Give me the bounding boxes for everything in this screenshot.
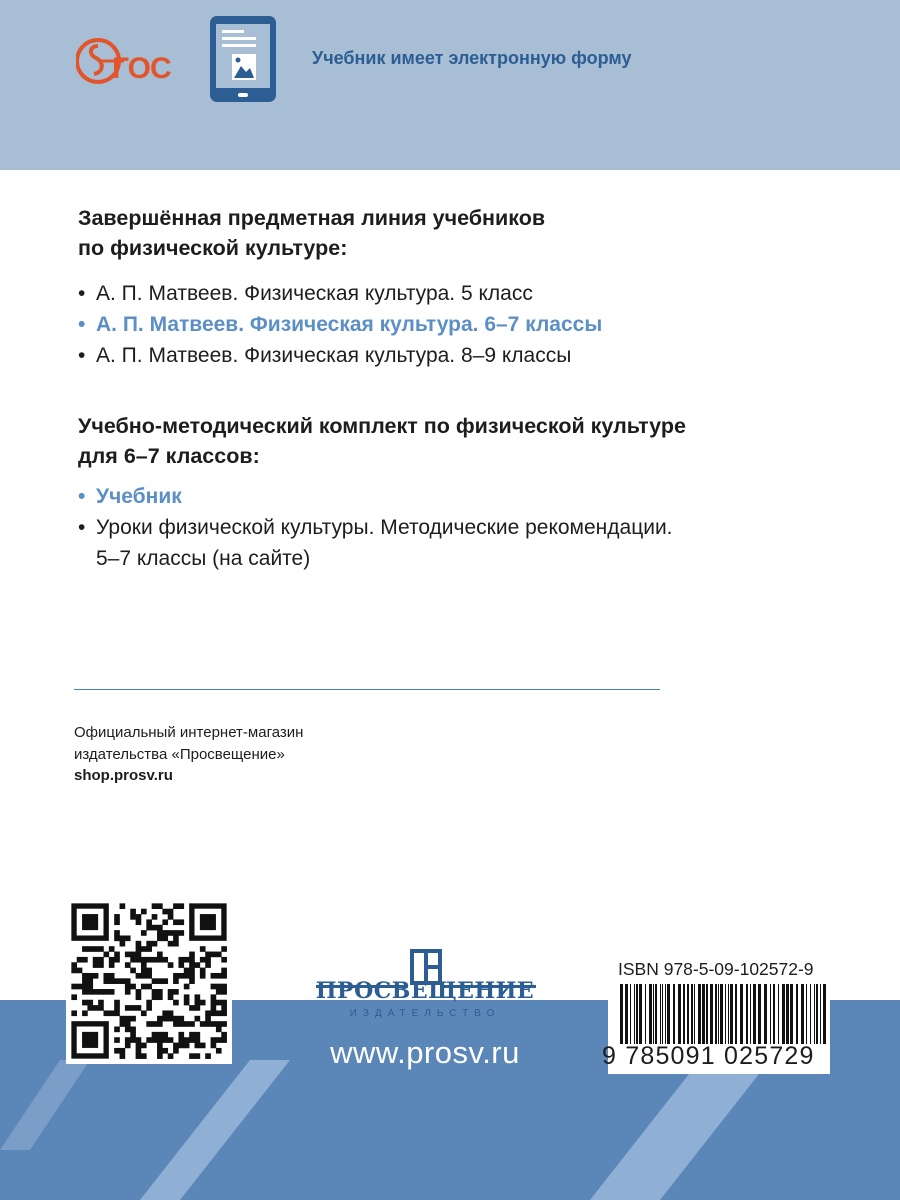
line-section-heading (78, 203, 838, 263)
line-heading-line2: по физической культуре: (78, 236, 348, 260)
list-item: • А. П. Матвеев. Физическая культура. 5 класс (78, 282, 533, 305)
publisher-subtitle: ИЗДАТЕЛЬСТВО (349, 1008, 501, 1019)
shop-url-link[interactable]: shop.prosv.ru (74, 767, 173, 784)
qr-code-icon (66, 898, 232, 1064)
list-item-continuation: 5–7 классы (на сайте) (96, 547, 311, 570)
kit-section-heading (78, 411, 838, 471)
divider (74, 689, 660, 690)
list-item: • Уроки физической культуры. Методические рекомендации. (78, 516, 673, 539)
barcode-digits: 9 785091 025729 (602, 1042, 815, 1070)
list-item-highlighted: • А. П. Матвеев. Физическая культура. 6–7 классы (78, 313, 603, 336)
line-list (78, 278, 858, 371)
qr-code[interactable] (66, 898, 232, 1064)
barcode-icon (618, 984, 828, 1044)
isbn-label: ISBN 978-5-09-102572-9 (618, 959, 814, 979)
tablet-icon (208, 14, 278, 104)
fgos-logo-text: ГОС (112, 52, 171, 85)
publisher-site-link[interactable]: www.prosv.ru (330, 1035, 520, 1070)
kit-heading-line1: Учебно-методический комплект по физической культуре (78, 414, 686, 438)
shop-line2: издательства «Просвещение» (74, 746, 285, 763)
publisher-name: ПРОСВЕЩЕНИЕ (315, 978, 535, 1004)
shop-line1: Официальный интернет-магазин (74, 724, 304, 741)
kit-heading-line2: для 6–7 классов: (78, 444, 260, 468)
list-item: • А. П. Матвеев. Физическая культура. 8–9 классы (78, 344, 572, 367)
line-heading-line1: Завершённая предметная линия учебников (78, 206, 546, 230)
electronic-form-text: Учебник имеет электронную форму (312, 48, 632, 68)
kit-list (78, 481, 858, 574)
list-item-highlighted: • Учебник (78, 485, 182, 508)
